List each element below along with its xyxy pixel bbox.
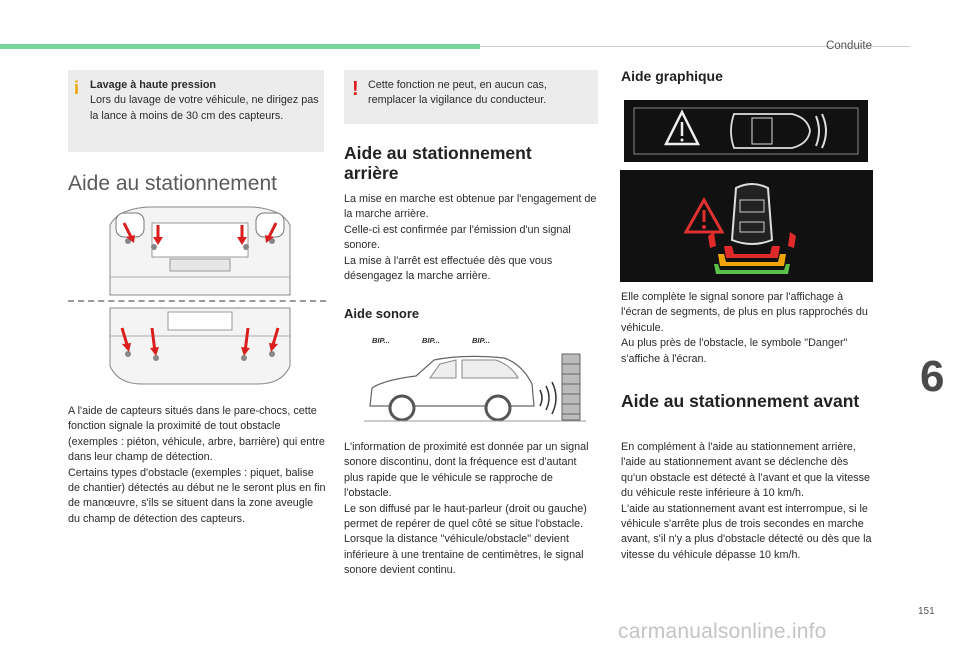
exclamation-icon: ! <box>352 78 359 100</box>
warning-text: Cette fonction ne peut, en aucun cas, remplacer la vigilance du conducteur. <box>368 79 547 107</box>
section-title: Conduite <box>825 40 872 52</box>
bip-label-2: BIP... <box>422 336 440 345</box>
front-bumper-illustration <box>108 205 292 297</box>
rear-assist-heading: Aide au stationnement arrière <box>344 143 532 183</box>
header-accent-bar <box>0 44 480 49</box>
note-title: Lavage à haute pression <box>90 79 217 91</box>
graphic-assist-heading: Aide graphique <box>621 68 723 84</box>
watermark-text: carmanualsonline.info <box>618 620 827 643</box>
note-box <box>68 70 324 152</box>
info-icon: i <box>74 78 80 98</box>
intro-text: A l'aide de capteurs situés dans le pare-chocs, cette fonction signale la proximité de tout obstacle (exemples : piéton, véhicule, arbre, barrière) qui entre dans leur champ de détection. Certains types d'obstacle (exemples : piquet, balise de chantier) détectés au début ne le seront plus en fin de manœuvre, s'ils se situent dans la zone aveugle du champ de détection des capteurs. <box>68 405 326 525</box>
warning-box <box>344 70 598 124</box>
sound-assist-text: L'information de proximité est donnée par un signal sonore discontinu, dont la fréquence est d'autant plus rapide que le véhicule se rapproche de l'obstacle. Le son diffusé par le haut-parleur (droit ou gauche) permet de repérer de quel côté se situe l'obstacle. Lorsque la distance "véhicule/obstacle" devient inférieure à une trentaine de centimètres, le signal sonore devient continu. <box>344 441 589 577</box>
sound-signal-illustration <box>364 350 586 424</box>
display-screen-main <box>620 170 873 282</box>
front-assist-heading: Aide au stationnement avant <box>621 391 860 411</box>
page-number: 151 <box>918 606 935 617</box>
chapter-tab-number: 6 <box>920 352 945 401</box>
illustration-divider <box>68 300 326 302</box>
note-body: Lors du lavage de votre véhicule, ne dirigez pas la lance à moins de 30 cm des capteurs. <box>90 94 319 122</box>
rear-assist-text: La mise en marche est obtenue par l'engagement de la marche arrière. Celle-ci est confirmée par l'émission d'un signal sonore. La mise à l'arrêt est effectuée dès que vous désengagez la marche arrière. <box>344 193 597 283</box>
front-assist-text: En complément à l'aide au stationnement arrière, l'aide au stationnement avant se déclenche dès qu'un obstacle est détecté à l'avant et que la vitesse du véhicule reste inférieure à 10 km/h. L'aide au stationnement avant est interrompue, si le véhicule s'arrête plus de trois secondes en marche avant, s'il n'y a plus d'obstacle détecté ou dès que la vitesse du véhicule dépasse 10 km/h. <box>621 441 872 561</box>
graphic-assist-text: Elle complète le signal sonore par l'affichage à l'écran de segments, de plus en plus rapprochés du véhicule. Au plus près de l'obstacle, le symbole "Danger" s'affiche à l'écran. <box>621 291 868 365</box>
bip-label-3: BIP... <box>472 336 490 345</box>
page-heading: Aide au stationnement <box>68 172 277 195</box>
display-screen-top <box>624 100 868 162</box>
rear-bumper-illustration <box>108 306 292 386</box>
sound-assist-heading: Aide sonore <box>344 306 420 321</box>
bip-label-1: BIP... <box>372 336 390 345</box>
